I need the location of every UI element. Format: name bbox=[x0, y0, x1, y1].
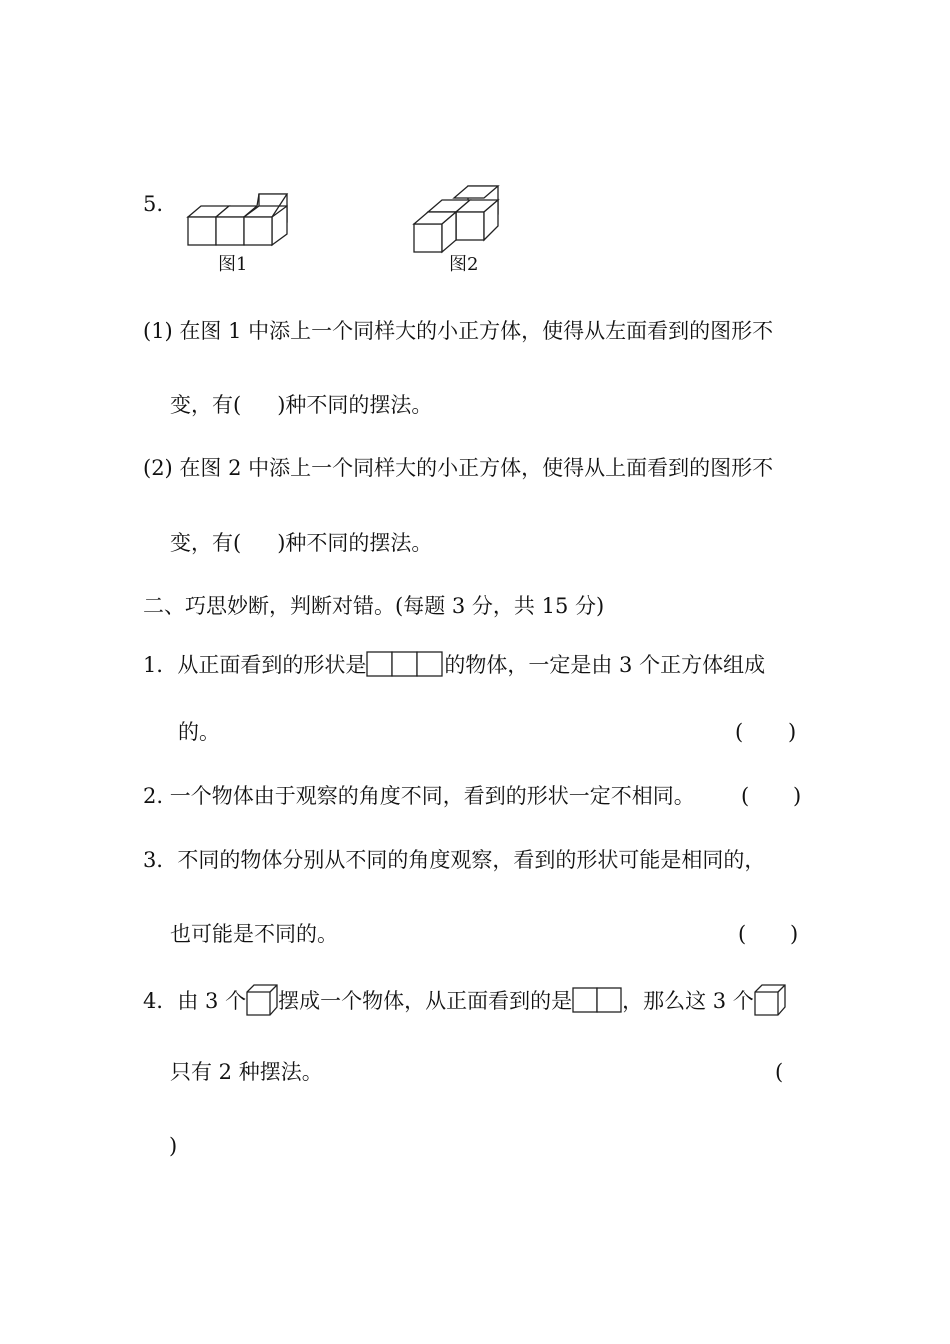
two-squares-row-icon bbox=[572, 987, 622, 1013]
judge-item-1-line1 bbox=[143, 651, 765, 677]
judge-item-3-line1: 3．不同的物体分别从不同的角度观察，看到的形状可能是相同的， bbox=[143, 848, 766, 872]
q5-sub1-line1: (1) 在图 1 中添上一个同样大的小正方体，使得从左面看到的图形不 bbox=[143, 319, 774, 343]
judge-item-4-paren-close[interactable]: ) bbox=[169, 1134, 178, 1158]
section-2-heading: 二、巧思妙断，判断对错。(每题 3 分，共 15 分) bbox=[143, 594, 605, 618]
cube-icon bbox=[246, 984, 278, 1016]
figure-2-cubes-drawing bbox=[412, 184, 502, 254]
judge-item-1-line2: 的。 bbox=[178, 720, 220, 744]
fig2-middle-right-front bbox=[456, 212, 484, 240]
judge-item-3-paren-close[interactable]: ) bbox=[790, 922, 799, 946]
figure-1-caption: 图1 bbox=[218, 254, 248, 275]
judge-item-4-text-b: 摆成一个物体，从正面看到的是 bbox=[278, 989, 573, 1013]
figure-1 bbox=[186, 192, 292, 248]
q5-sub1-line2 bbox=[170, 395, 432, 416]
judge-item-1-text-b: 的物体，一定是由 3 个正方体组成 bbox=[444, 653, 766, 677]
fig2-bottom-front bbox=[414, 224, 442, 252]
judge-item-3-paren-open[interactable]: ( bbox=[738, 922, 747, 946]
judge-item-2-line1: 2. 一个物体由于观察的角度不同，看到的形状一定不相同。 bbox=[143, 784, 695, 808]
cube-icon bbox=[754, 984, 786, 1016]
judge-item-2-paren-close[interactable]: ) bbox=[793, 784, 802, 808]
fig1-cube1-front bbox=[188, 217, 216, 245]
q5-sub1-text-b: )种不同的摆法。 bbox=[277, 393, 433, 417]
fig1-cube2-front bbox=[216, 217, 244, 245]
figure-2-caption: 图2 bbox=[449, 254, 479, 275]
three-squares-row-icon bbox=[366, 651, 444, 677]
judge-item-4-text-c: ，那么这 3 个 bbox=[622, 989, 754, 1013]
judge-item-1-paren-open[interactable]: ( bbox=[735, 720, 744, 744]
judge-item-4-paren-open[interactable]: ( bbox=[775, 1060, 784, 1084]
q5-sub2-line2 bbox=[170, 533, 432, 554]
q5-sub1-text-a: 变，有( bbox=[170, 393, 242, 417]
judge-item-3-line2: 也可能是不同的。 bbox=[170, 922, 338, 946]
judge-item-4-line1 bbox=[143, 984, 786, 1016]
judge-item-4-text-a: 4．由 3 个 bbox=[143, 989, 247, 1013]
figure-2 bbox=[412, 184, 502, 254]
judge-item-1-paren-close[interactable]: ) bbox=[788, 720, 797, 744]
q5-sub2-line1: (2) 在图 2 中添上一个同样大的小正方体，使得从上面看到的图形不 bbox=[143, 456, 774, 480]
figure-1-cubes-drawing bbox=[186, 192, 292, 248]
q5-sub2-text-b: )种不同的摆法。 bbox=[277, 531, 433, 555]
q5-sub2-text-a: 变，有( bbox=[170, 531, 242, 555]
fig1-cube3-front bbox=[244, 217, 272, 245]
judge-item-1-text-a: 1．从正面看到的形状是 bbox=[143, 653, 367, 677]
judge-item-4-line2: 只有 2 种摆法。 bbox=[170, 1060, 323, 1084]
judge-item-2-paren-open[interactable]: ( bbox=[741, 784, 750, 808]
question-5-number: 5. bbox=[143, 192, 164, 216]
